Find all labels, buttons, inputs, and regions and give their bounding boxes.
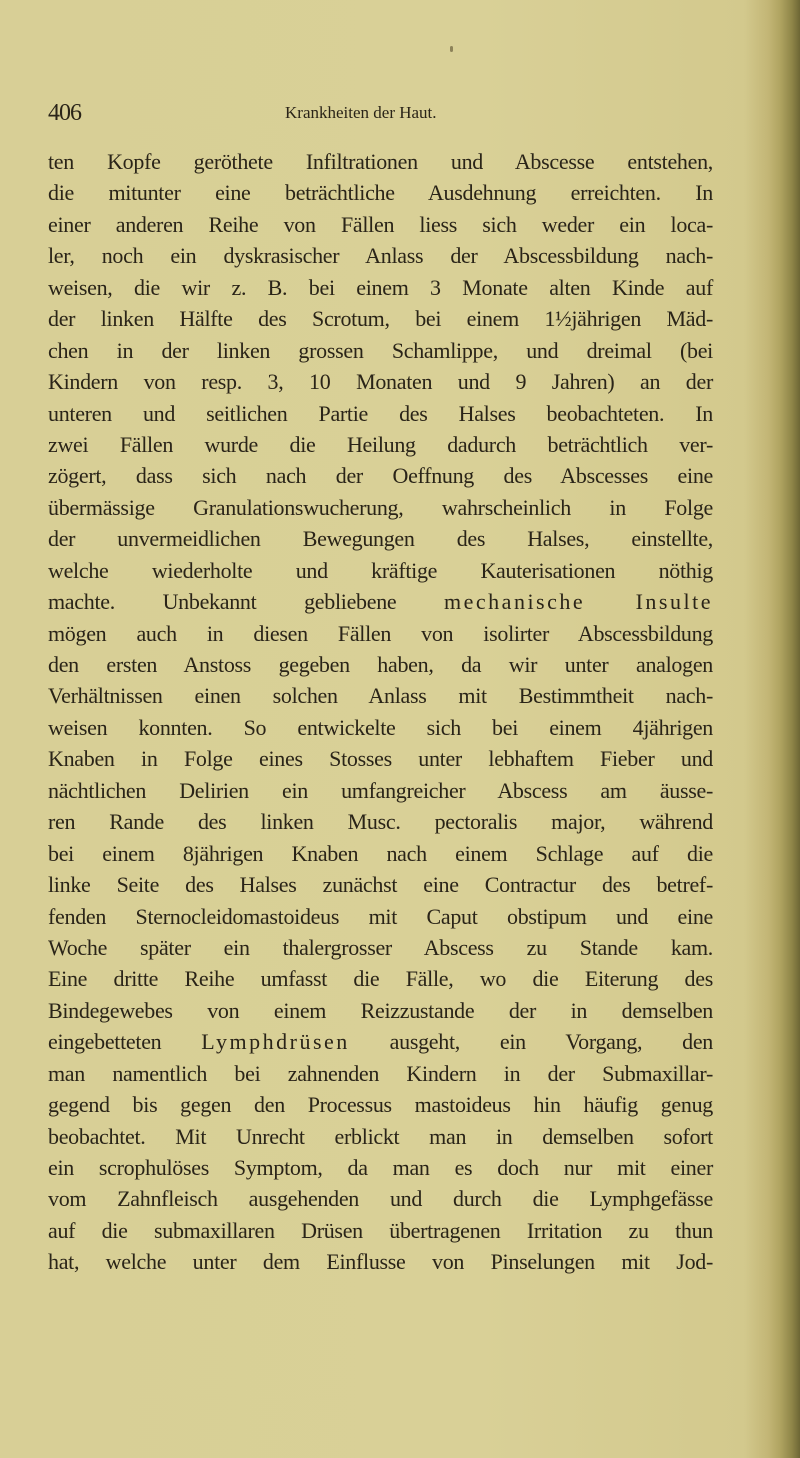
text-line: Knaben in Folge eines Stosses unter lebhaftem Fieber und — [48, 746, 713, 772]
page-number: 406 — [48, 100, 81, 126]
text-line: ein scrophulöses Symptom, da man es doch nur mit einer — [48, 1155, 713, 1180]
text-line: mögen auch in diesen Fällen von isolirter Abscessbildung — [48, 620, 713, 646]
text-line: man namentlich bei zahnenden Kindern in der Submaxillar- — [48, 1060, 713, 1086]
text-segment: eingebetteten — [48, 1029, 202, 1055]
text-line: der linken Hälfte des Scrotum, bei einem 1½jährigen Mäd- — [48, 306, 713, 332]
print-speck — [450, 46, 453, 52]
text-line: die mitunter eine beträchtliche Ausdehnung erreichten. In — [48, 180, 713, 206]
text-line: ren Rande des linken Musc. pectoralis major, während — [48, 809, 713, 835]
text-line: Woche später ein thalergrosser Abscess zu Stande kam. — [48, 934, 713, 960]
text-line: den ersten Anstoss gegeben haben, da wir unter analogen — [48, 652, 713, 677]
body-text — [48, 146, 713, 1278]
text-line — [48, 1026, 713, 1057]
text-line: chen in der linken grossen Schamlippe, und dreimal (bei — [48, 337, 713, 363]
text-line: einer anderen Reihe von Fällen liess sich weder ein loca- — [48, 211, 713, 237]
text-line: Bindegewebes von einem Reizzustande der in demselben — [48, 997, 713, 1023]
text-line: Kindern von resp. 3, 10 Monaten und 9 Jahren) an der — [48, 369, 713, 395]
text-line: ler, noch ein dyskrasischer Anlass der Abscessbildung nach- — [48, 243, 713, 269]
text-line: Eine dritte Reihe umfasst die Fälle, wo die Eiterung des — [48, 966, 713, 992]
text-line: zögert, dass sich nach der Oeffnung des Abscesses eine — [48, 463, 713, 489]
text-line: übermässige Granulationswucherung, wahrscheinlich in Folge — [48, 494, 713, 520]
text-line: linke Seite des Halses zunächst eine Contractur des betref- — [48, 872, 713, 898]
text-line: hat, welche unter dem Einflusse von Pinselungen mit Jod- — [48, 1249, 713, 1275]
text-line: bei einem 8jährigen Knaben nach einem Schlage auf die — [48, 840, 713, 866]
text-line: welche wiederholte und kräftige Kauterisationen nöthig — [48, 557, 713, 583]
text-line: beobachtet. Mit Unrecht erblickt man in demselben sofort — [48, 1123, 713, 1149]
text-line: weisen konnten. So entwickelte sich bei einem 4jährigen — [48, 714, 713, 740]
text-segment: machte. Unbekannt gebliebene — [48, 589, 445, 615]
text-line: zwei Fällen wurde die Heilung dadurch beträchtlich ver- — [48, 431, 713, 457]
text-segment: ausgeht, ein Vorgang, den — [349, 1029, 713, 1055]
text-line: auf die submaxillaren Drüsen übertragenen Irritation zu thun — [48, 1217, 713, 1243]
spaced-emphasis: Lymphdrüsen — [201, 1029, 350, 1055]
spaced-emphasis: mechanische Insulte — [444, 589, 713, 615]
text-line — [48, 586, 713, 617]
text-line: Verhältnissen einen solchen Anlass mit Bestimmtheit nach- — [48, 683, 713, 709]
text-line: ten Kopfe geröthete Infiltrationen und Abscesse entstehen, — [48, 149, 713, 174]
text-line: der unvermeidlichen Bewegungen des Halses, einstellte, — [48, 526, 713, 552]
text-line: gegend bis gegen den Processus mastoideus hin häufig genug — [48, 1092, 713, 1118]
running-title: Krankheiten der Haut. — [285, 103, 437, 122]
text-line: fenden Sternocleidomastoideus mit Caput obstipum und eine — [48, 903, 713, 929]
text-line: vom Zahnfleisch ausgehenden und durch die Lymphgefässe — [48, 1186, 713, 1212]
text-line: nächtlichen Delirien ein umfangreicher Abscess am äusse- — [48, 777, 713, 803]
text-line: unteren und seitlichen Partie des Halses beobachteten. In — [48, 400, 713, 426]
text-line: weisen, die wir z. B. bei einem 3 Monate alten Kinde auf — [48, 274, 713, 300]
